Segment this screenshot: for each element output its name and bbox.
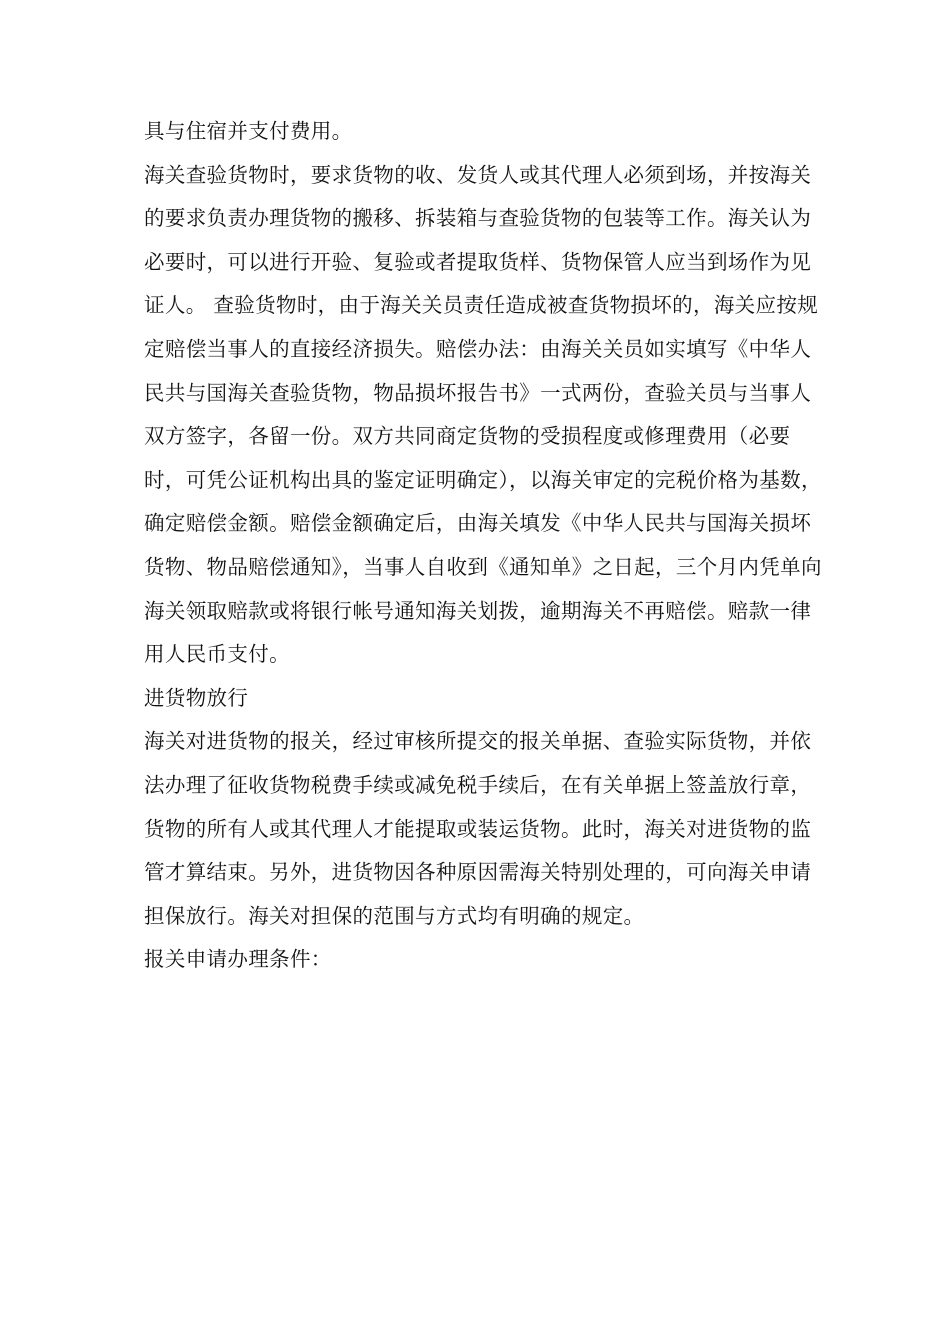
section-heading-conditions: 报关申请办理条件：: [144, 947, 332, 972]
document-body: [144, 110, 824, 982]
section-heading-release: 进货物放行: [144, 685, 249, 710]
paragraph-inspection: 海关查验货物时，要求货物的收、发货人或其代理人必须到场，并按海关的要求负责办理货物的搬移、拆装箱与查验货物的包装等工作。海关认为必要时，可以进行开验、复验或者提取货样、货物保管人应当到场作为见证人。 查验货物时，由于海关关员责任造成被查货物损坏的，海关应按规定赔偿当事人的直接经济损失。赔偿办法：由海关关员如实填写《中华人民共与国海关查验货物，物品损坏报告书》一式两份，查验关员与当事人双方签字，各留一份。双方共同商定货物的受损程度或修理费用（必要时，可凭公证机构出具的鉴定证明确定），以海关审定的完税价格为基数，确定赔偿金额。赔偿金额确定后，由海关填发《中华人民共与国海关损坏货物、物品赔偿通知》，当事人自收到《通知单》之日起，三个月内凭单向海关领取赔款或将银行帐号通知海关划拨，逾期海关不再赔偿。赔款一律用人民币支付。: [144, 162, 822, 667]
paragraph-release: 海关对进货物的报关，经过审核所提交的报关单据、查验实际货物，并依法办理了征收货物税费手续或减免税手续后，在有关单据上签盖放行章，货物的所有人或其代理人才能提取或装运货物。此时，海关对进货物的监管才算结束。另外，进货物因各种原因需海关特别处理的，可向海关申请担保放行。海关对担保的范围与方式均有明确的规定。: [144, 729, 812, 928]
paragraph-continuation: 具与住宿并支付费用。: [144, 119, 353, 143]
